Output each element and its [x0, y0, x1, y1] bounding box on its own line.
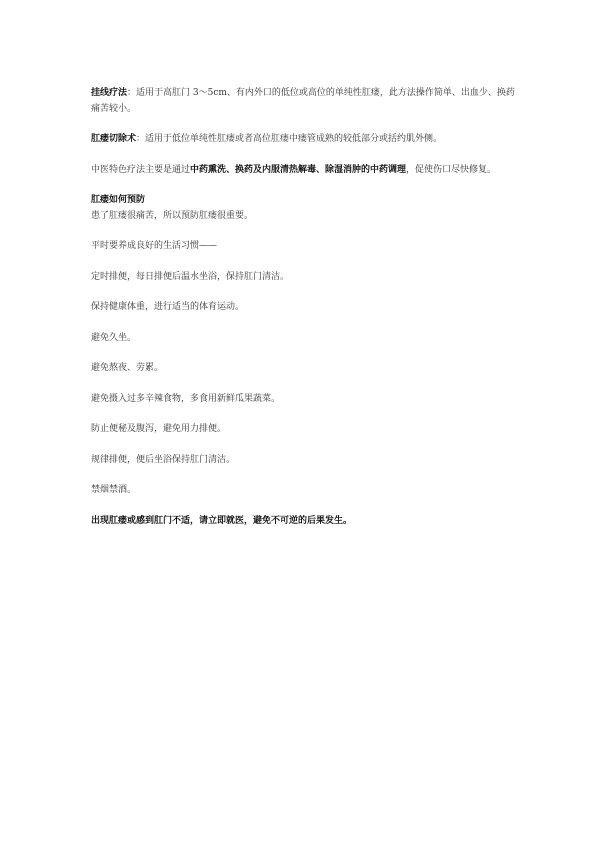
term-fistulectomy: 肛瘘切除术 — [91, 134, 137, 144]
text-tcm-bold: 中药熏洗、换药及内服清热解毒、除湿消肿的中药调理 — [190, 164, 407, 175]
list-item-habit: 避免熬夜、劳累。 — [91, 363, 164, 373]
list-item-habit: 避免摄入过多辛辣食物，多食用新鲜瓜果蔬菜。 — [91, 393, 281, 404]
list-item-habit: 防止便秘及腹泻，避免用力排便。 — [91, 424, 227, 434]
text-tcm-tail: ，促使伤口尽快修复。 — [406, 164, 497, 175]
paragraph-seton-therapy — [91, 86, 521, 117]
paragraph-fistulectomy — [91, 132, 521, 148]
text-prevention-intro: 患了肛瘘很痛苦，所以预防肛瘘很重要。 — [91, 210, 254, 221]
closing-advice: 出现肛瘘或感到肛门不适，请立即就医，避免不可逆的后果发生。 — [91, 515, 353, 526]
section-heading-prevention: 肛瘘如何预防 — [91, 195, 146, 205]
list-item-habit: 避免久坐。 — [91, 332, 137, 343]
list-item-habit: 保持健康体重，进行适当的体育运动。 — [91, 302, 245, 312]
list-item-habit: 定时排便，每日排便后温水坐浴，保持肛门清洁。 — [91, 271, 290, 282]
list-item-habit: 规律排便，便后坐浴保持肛门清洁。 — [91, 454, 236, 465]
paragraph-tcm-therapy — [91, 163, 521, 179]
text-fistulectomy: ：适用于低位单纯性肛瘘或者高位肛瘘中瘘管成熟的较低部分或括约肌外侧。 — [136, 134, 443, 144]
text-habits-intro: 平时要养成良好的生活习惯—— — [91, 241, 218, 251]
document-body — [91, 86, 521, 529]
list-item-habit: 禁烟禁酒。 — [91, 485, 137, 495]
text-seton-therapy: ：适用于高肛门 3～5cm、有内外口的低位或高位的单纯性肛瘘，此方法操作简单、出血少、换药痛苦较小。 — [91, 88, 515, 114]
text-tcm-lead: 中医特色疗法主要是通过 — [91, 164, 191, 175]
term-seton-therapy: 挂线疗法 — [91, 88, 128, 98]
